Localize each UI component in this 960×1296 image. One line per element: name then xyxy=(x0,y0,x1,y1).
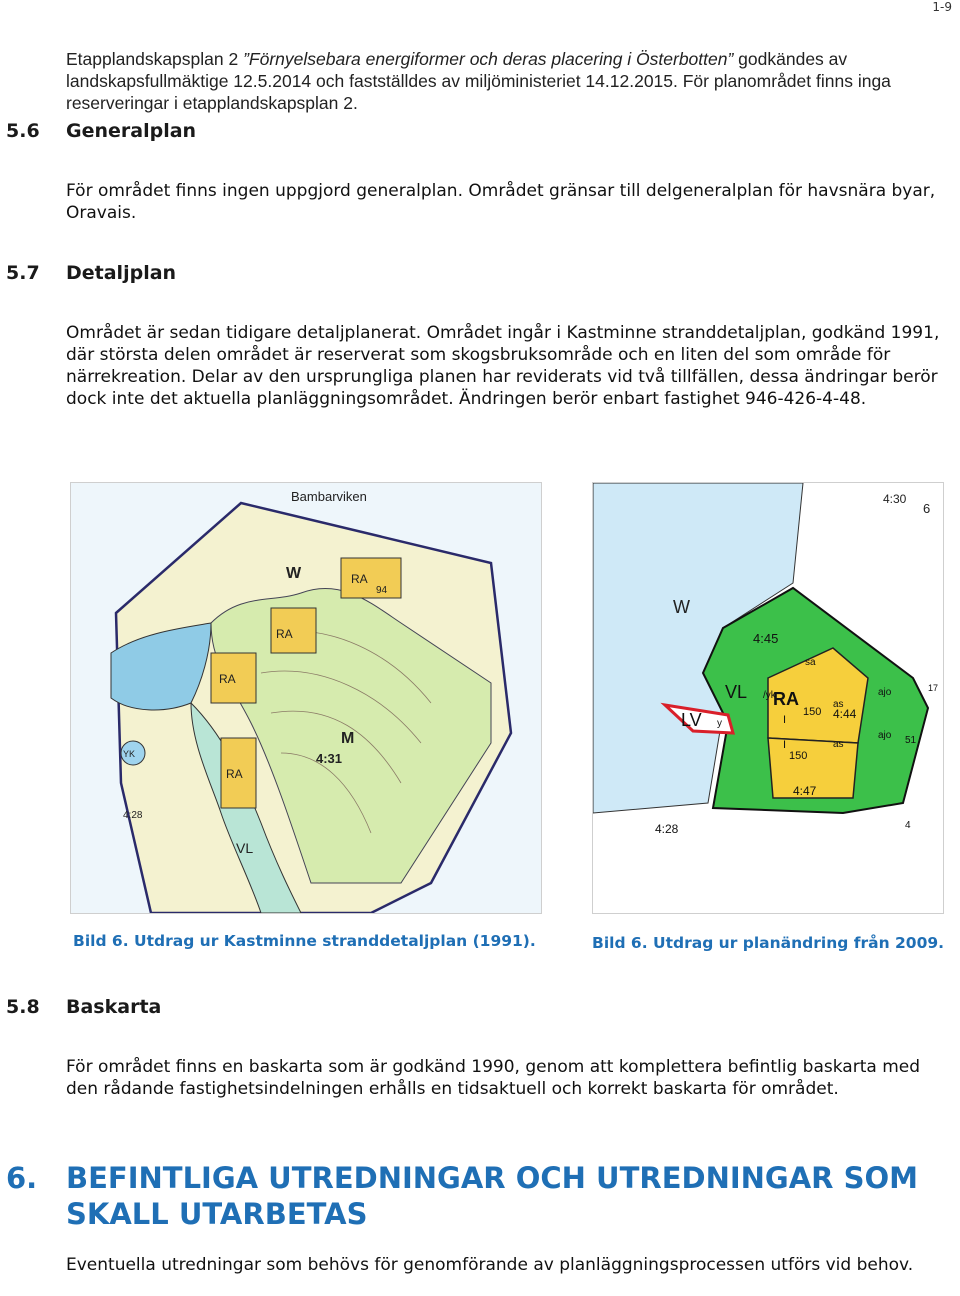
ra-label: RA xyxy=(226,767,243,781)
number-label: 4 xyxy=(905,820,911,831)
water-label: W xyxy=(673,597,690,617)
chapter-number: 6. xyxy=(6,1161,38,1195)
water-label: W xyxy=(286,565,302,582)
generalplan-paragraph: För området finns ingen uppgjord generalplan. Området gränsar till delgeneralplan för havsnära byar, Oravais. xyxy=(66,181,936,223)
roman-label: I xyxy=(783,739,787,751)
parcel-label: 4:47 xyxy=(793,784,817,798)
ra-label: RA xyxy=(351,572,368,586)
lv-sub-label: y xyxy=(717,718,722,729)
ajo-label: ajo xyxy=(878,730,892,741)
section-heading-5-6 xyxy=(6,120,906,146)
section-number: 5.6 xyxy=(6,120,40,142)
figure-caption-left: Bild 6. Utdrag ur Kastminne stranddetaljplan (1991). xyxy=(73,932,536,950)
detaljplan-paragraph: Området är sedan tidigare detaljplanerat. Området ingår i Kastminne stranddetaljplan, godkänd 1991, där största delen området är reserverat som skogsbruksområde och en liten del som område för närrekreation. Delar av den ursprungliga planen har reviderats vid två tillfällen, dessa ändringar berör dock inte det aktuella planläggningsområdet. Ändringen berör enbart fastighet 946-426-4-48. xyxy=(66,323,940,409)
section-title: Generalplan xyxy=(66,120,197,142)
ajo-label: ajo xyxy=(878,687,892,698)
forest-label: M xyxy=(341,730,355,747)
section-heading-5-8 xyxy=(6,996,906,1022)
number-label: 51 xyxy=(905,735,917,746)
roman-label: I xyxy=(783,714,787,726)
page-number: 1-9 xyxy=(932,0,952,14)
number-label: 150 xyxy=(803,706,822,718)
figure-caption-right: Bild 6. Utdrag ur planändring från 2009. xyxy=(592,934,945,952)
vl-label: VL xyxy=(236,840,254,856)
lv-label: LV xyxy=(681,710,702,730)
baskarta-paragraph: För området finns en baskarta som är godkänd 1990, genom att komplettera befintlig baskarta med den rådande fastighetsindelningen erhålls en tidsaktuell och korrekt baskarta för området. xyxy=(66,1057,921,1099)
section-heading-5-7 xyxy=(6,262,906,288)
parcel-label: 4:28 xyxy=(123,810,143,821)
parcel-label: 4:31 xyxy=(316,751,343,766)
yk-label: YK xyxy=(123,749,136,759)
parcel-label: 4:45 xyxy=(753,631,779,646)
ra-label: RA xyxy=(773,689,799,709)
number-label: 6 xyxy=(923,501,931,516)
intro-paragraph: Etapplandskapsplan 2 ”Förnyelsebara energiformer och deras placering i Österbotten” godkändes av landskapsfullmäktige 12.5.2014 och fastställdes av miljöministeriet 14.12.2015. För planområdet finns inga reserveringar i etapplandskapsplan 2. xyxy=(66,49,891,113)
parcel-label: 4:28 xyxy=(655,822,679,836)
number-label: 150 xyxy=(789,750,808,762)
parcel-label: 4:30 xyxy=(883,492,907,506)
map-planandring-2009 xyxy=(592,482,944,914)
parcel-label: 4:44 xyxy=(833,707,857,721)
as-label: as xyxy=(833,699,844,710)
ra-label: RA xyxy=(276,627,293,641)
utredningar-paragraph: Eventuella utredningar som behövs för genomförande av planläggningsprocessen utförs vid behov. xyxy=(66,1255,914,1275)
section-title: Baskarta xyxy=(66,996,162,1018)
vl-sub-label: /yk xyxy=(763,690,776,701)
section-number: 5.8 xyxy=(6,996,40,1018)
map-kastminne-1991 xyxy=(70,482,542,914)
number-label: 94 xyxy=(376,585,388,596)
ra-plot-1 xyxy=(341,558,401,598)
ra-label: RA xyxy=(219,672,236,686)
number-label: 17 xyxy=(928,683,939,693)
vl-label: VL xyxy=(725,682,748,702)
chapter-heading-6 xyxy=(6,1160,946,1232)
sa-label: sa xyxy=(805,657,816,668)
place-label: Bambarviken xyxy=(291,489,367,504)
section-title: Detaljplan xyxy=(66,262,177,284)
section-number: 5.7 xyxy=(6,262,40,284)
chapter-title: BEFINTLIGA UTREDNINGAR OCH UTREDNINGAR SOM SKALL UTARBETAS xyxy=(66,1161,918,1231)
as-label: as xyxy=(833,739,844,750)
